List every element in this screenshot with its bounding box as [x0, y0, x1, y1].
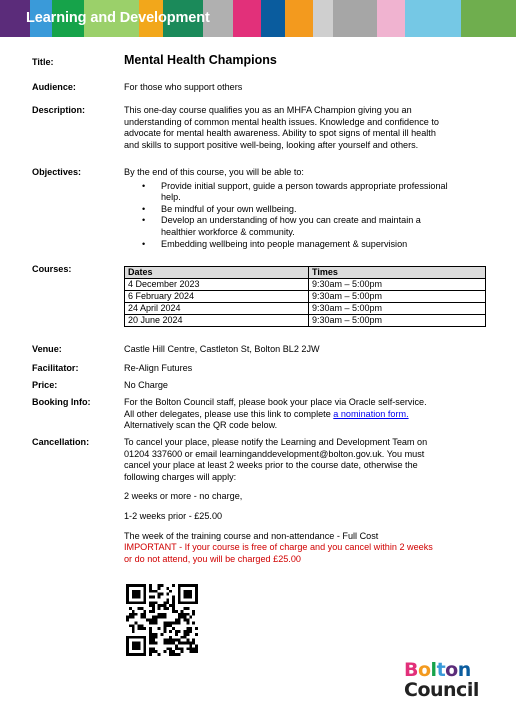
courses-table-wrap: [124, 266, 494, 327]
course-date: 6 February 2024: [125, 291, 309, 303]
charge-line: The week of the training course and non-attendance - Full Cost: [124, 530, 379, 541]
important-notice: IMPORTANT - If your course is free of charge and you cancel within 2 weeks: [124, 542, 433, 553]
course-time: 9:30am – 5:00pm: [309, 303, 486, 315]
booking-text: [124, 397, 494, 432]
venue-label: Venue:: [32, 344, 62, 354]
banner-color-segment: [313, 0, 333, 37]
qr-code[interactable]: [126, 584, 198, 656]
table-header-row: [125, 267, 486, 279]
logo-letter: o: [417, 659, 431, 681]
column-header-times: Times: [309, 267, 486, 279]
audience-label: Audience:: [32, 82, 76, 92]
banner-color-segment: [461, 0, 516, 37]
description-line: advocate for mental health awareness. Ability to spot signs of mental ill health: [124, 128, 436, 139]
objective-item: • Embedding wellbeing into people management & supervision: [136, 239, 494, 251]
table-row: [125, 315, 486, 327]
cancellation-text: [124, 437, 494, 565]
objective-item: • Be mindful of your own wellbeing.: [136, 204, 494, 216]
courses-label: Courses:: [32, 264, 72, 274]
courses-table: [124, 266, 486, 327]
course-date: 20 June 2024: [125, 315, 309, 327]
course-time: 9:30am – 5:00pm: [309, 315, 486, 327]
charge-line: 1-2 weeks prior - £25.00: [124, 510, 223, 521]
cancellation-label: Cancellation:: [32, 437, 90, 447]
cancellation-line: following charges will apply:: [124, 471, 237, 482]
booking-line: Alternatively scan the QR code below.: [124, 420, 278, 431]
course-date: 4 December 2023: [125, 279, 309, 291]
objectives-label: Objectives:: [32, 167, 82, 177]
title-label: Title:: [32, 57, 54, 67]
venue-value: Castle Hill Centre, Castleton St, Bolton BL2 2JW: [124, 344, 320, 354]
nomination-form-link[interactable]: a nomination form.: [333, 408, 409, 419]
facilitator-label: Facilitator:: [32, 363, 79, 373]
banner-title: Learning and Development: [26, 10, 210, 26]
logo-council: Council: [404, 679, 479, 701]
booking-label: Booking Info:: [32, 397, 91, 407]
banner-color-segment: [285, 0, 313, 37]
logo-letter: n: [457, 659, 471, 681]
banner-color-segment: [377, 0, 405, 37]
banner-color-segment: [233, 0, 261, 37]
course-date: 24 April 2024: [125, 303, 309, 315]
objectives-content: [124, 167, 494, 250]
logo-letter: l: [430, 659, 437, 681]
bolton-council-logo: [404, 660, 479, 700]
audience-value: For those who support others: [124, 82, 243, 92]
table-row: [125, 291, 486, 303]
banner-color-segment: [333, 0, 377, 37]
banner-color-segment: [261, 0, 285, 37]
description-line: This one-day course qualifies you as an MHFA Champion giving you an: [124, 105, 412, 115]
objective-item: • Develop an understanding of how you can create and maintain a healthier workforce & community.: [136, 215, 494, 238]
cancellation-line: To cancel your place, please notify the Learning and Development Team on: [124, 437, 428, 447]
price-value: No Charge: [124, 380, 168, 390]
description-line: and skills to support positive well-being, looking after yourself and others.: [124, 139, 419, 150]
description-text: [124, 105, 494, 151]
description-line: understanding of common mental health issues. Knowledge and confidence to: [124, 116, 439, 127]
column-header-dates: Dates: [125, 267, 309, 279]
cancellation-line: 01204 337600 or email learninganddevelopment@bolton.gov.uk. You must: [124, 448, 425, 459]
booking-line: All other delegates, please use this link to complete a nomination form.: [124, 408, 409, 419]
objectives-intro: By the end of this course, you will be able to:: [124, 167, 304, 177]
table-row: [125, 303, 486, 315]
objective-item: • Provide initial support, guide a person towards appropriate professional help.: [136, 181, 494, 204]
price-label: Price:: [32, 380, 58, 390]
cancellation-line: cancel your place at least 2 weeks prior to the course date, otherwise the: [124, 460, 418, 471]
course-time: 9:30am – 5:00pm: [309, 291, 486, 303]
booking-line: For the Bolton Council staff, please book your place via Oracle self-service.: [124, 397, 427, 407]
description-label: Description:: [32, 105, 86, 115]
important-notice: or do not attend, you will be charged £25.00: [124, 553, 301, 564]
course-time: 9:30am – 5:00pm: [309, 279, 486, 291]
charge-line: 2 weeks or more - no charge,: [124, 491, 243, 502]
table-row: [125, 279, 486, 291]
objectives-list: [124, 181, 494, 251]
banner-color-segment: [405, 0, 461, 37]
course-title: Mental Health Champions: [124, 53, 277, 67]
logo-letter: o: [445, 659, 458, 681]
logo-letter: B: [404, 659, 418, 681]
facilitator-value: Re-Align Futures: [124, 363, 193, 373]
logo-letter: t: [436, 659, 446, 681]
logo-bolton: [404, 660, 479, 680]
